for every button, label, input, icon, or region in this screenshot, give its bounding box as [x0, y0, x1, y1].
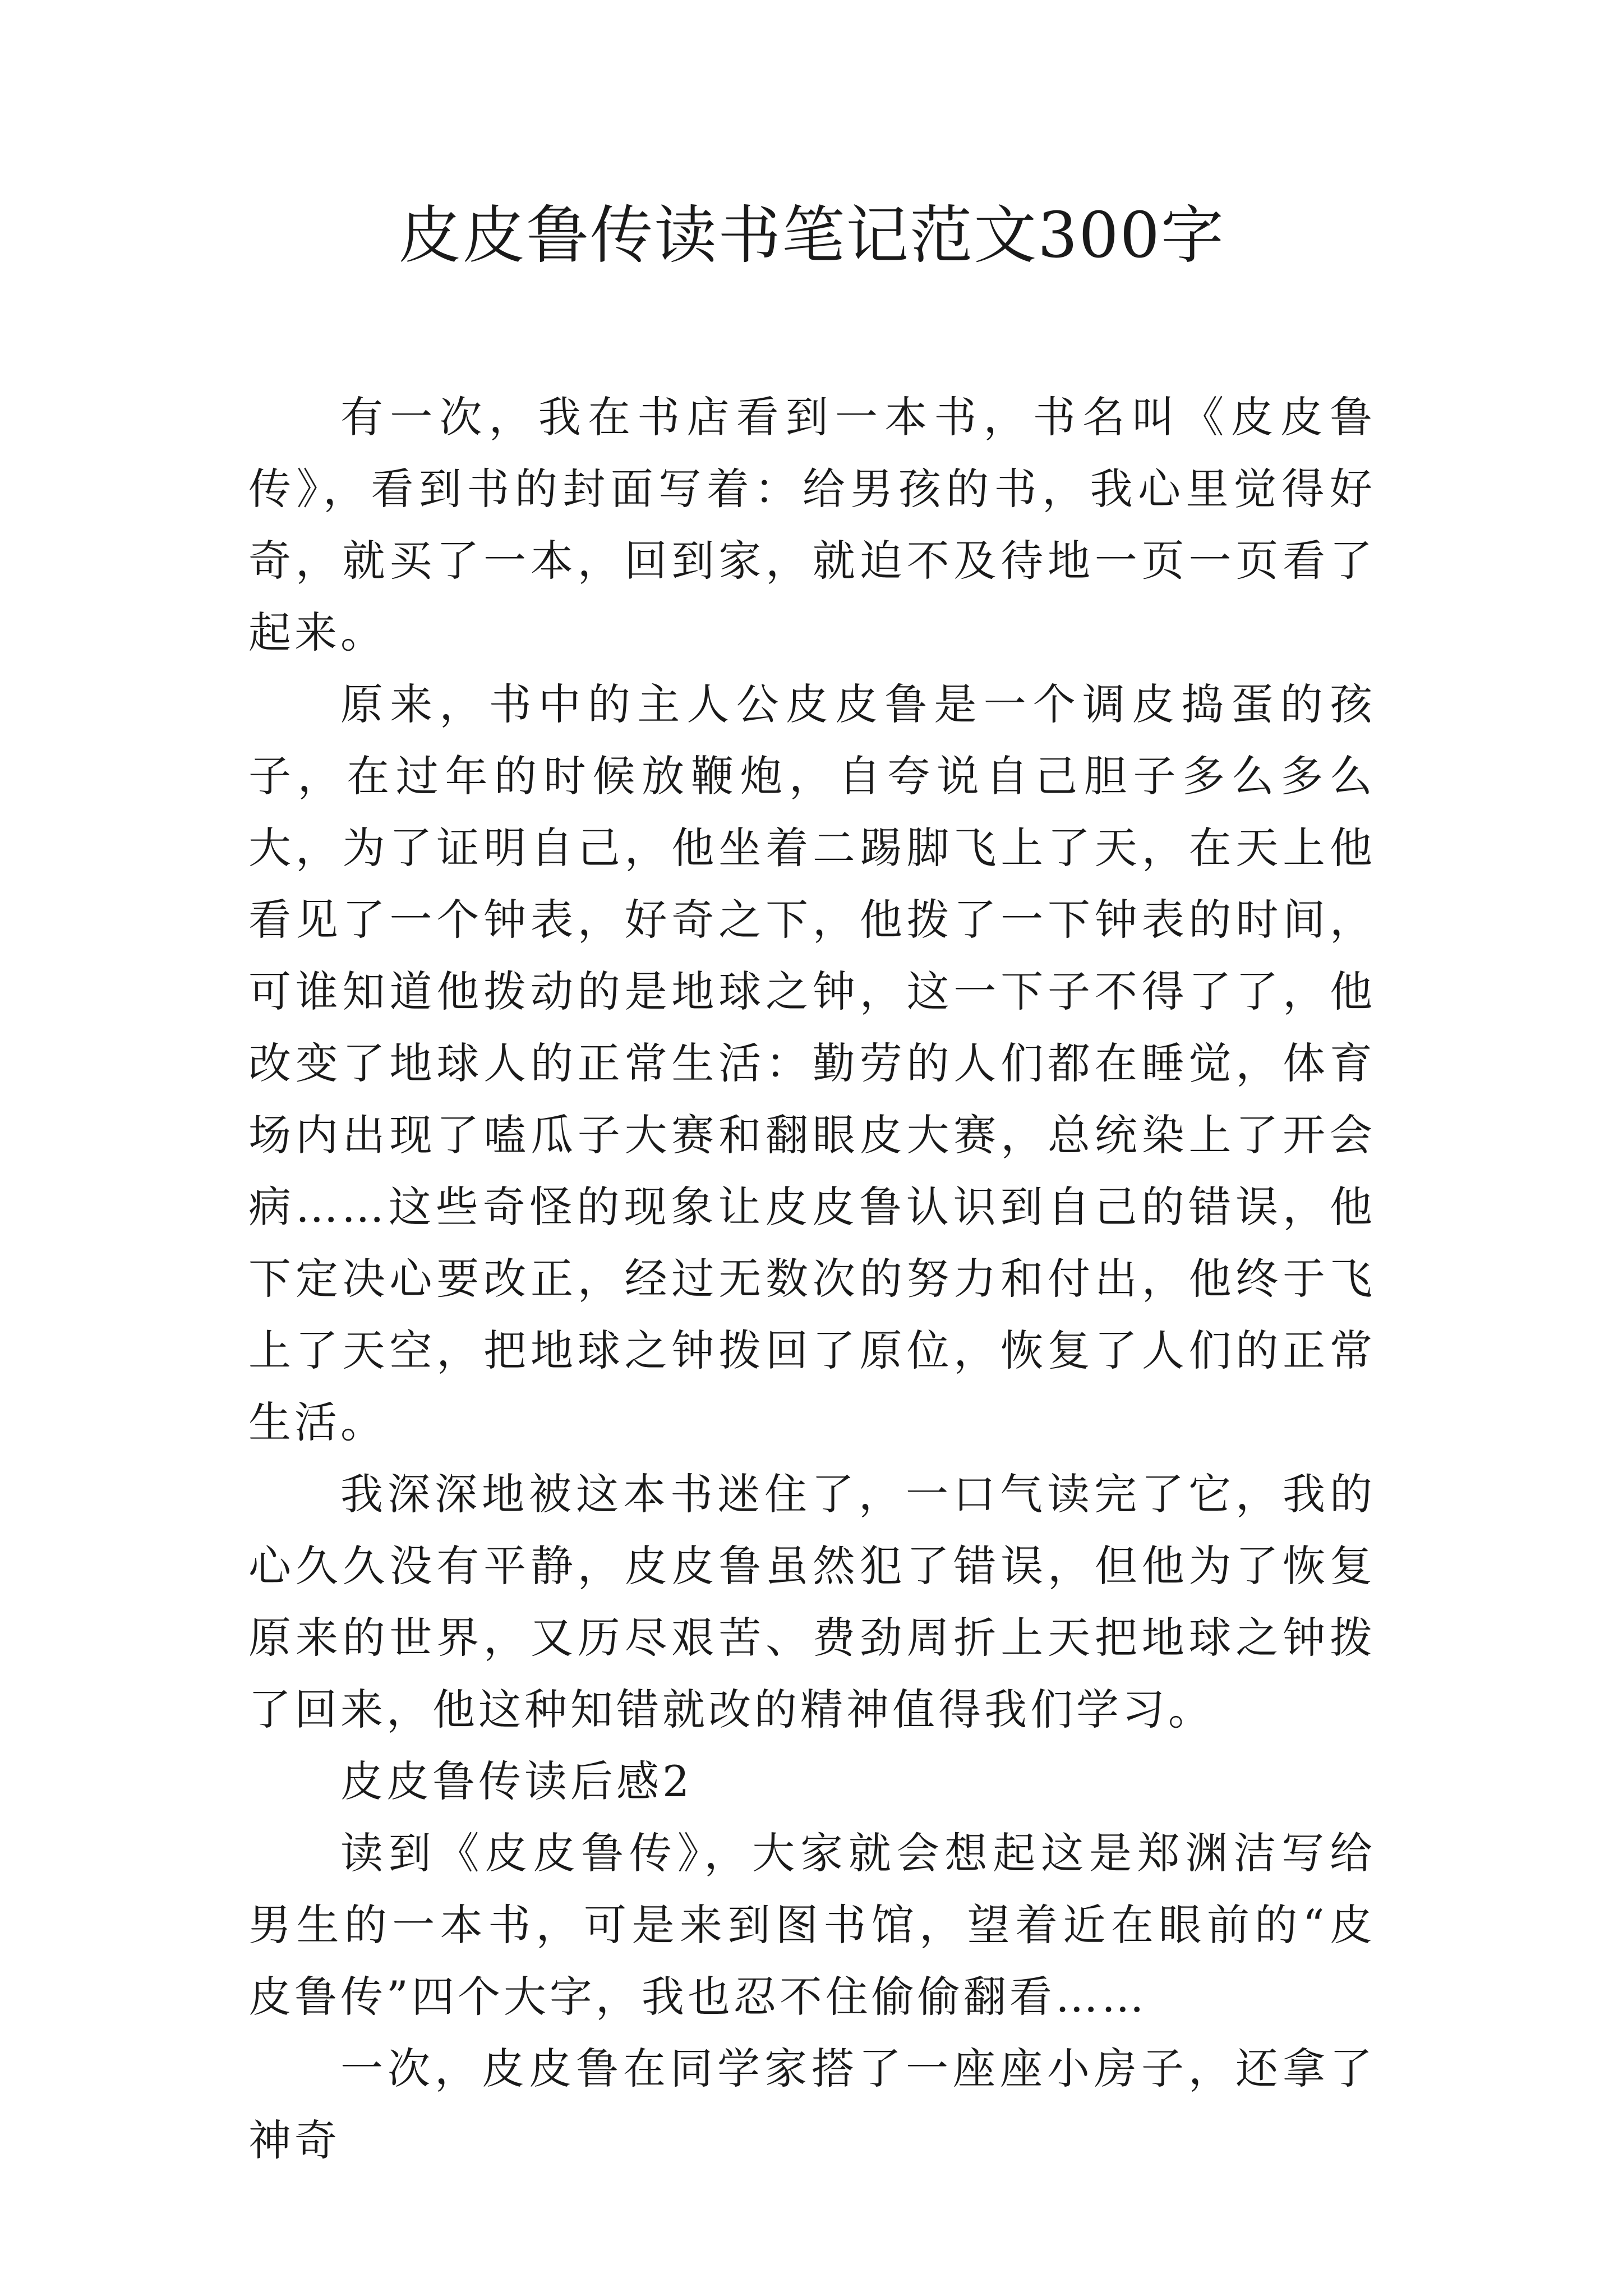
document-body	[248, 381, 1376, 2177]
paragraph: 原来，书中的主人公皮皮鲁是一个调皮捣蛋的孩子，在过年的时候放鞭炮，自夸说自己胆子多么多么大，为了证明自己，他坐着二踢脚飞上了天，在天上他看见了一个钟表，好奇之下，他拨了一下钟表的时间，可谁知道他拨动的是地球之钟，这一下子不得了了，他改变了地球人的正常生活：勤劳的人们都在睡觉，体育场内出现了嗑瓜子大赛和翻眼皮大赛，总统染上了开会病……这些奇怪的现象让皮皮鲁认识到自己的错误，他下定决心要改正，经过无数次的努力和付出，他终于飞上了天空，把地球之钟拨回了原位，恢复了人们的正常生活。	[248, 679, 1376, 1447]
paragraph: 一次，皮皮鲁在同学家搭了一座座小房子，还拿了神奇	[248, 2044, 1376, 2165]
document-title: 皮皮鲁传读书笔记范文300字	[398, 199, 1225, 272]
paragraph: 读到《皮皮鲁传》，大家就会想起这是郑渊洁写给男生的一本书，可是来到图书馆，望着近在眼前的“皮皮鲁传”四个大字，我也忍不住偷偷翻看……	[248, 1828, 1376, 2022]
paragraph: 我深深地被这本书迷住了，一口气读完了它，我的心久久没有平静，皮皮鲁虽然犯了错误，但他为了恢复原来的世界，又历尽艰苦、费劲周折上天把地球之钟拨了回来，他这种知错就改的精神值得我们学习。	[248, 1469, 1376, 1734]
section-heading: 皮皮鲁传读后感2	[340, 1756, 693, 1806]
paragraph: 有一次，我在书店看到一本书，书名叫《皮皮鲁传》，看到书的封面写着：给男孩的书，我心里觉得好奇，就买了一本，回到家，就迫不及待地一页一页看了起来。	[248, 392, 1376, 657]
